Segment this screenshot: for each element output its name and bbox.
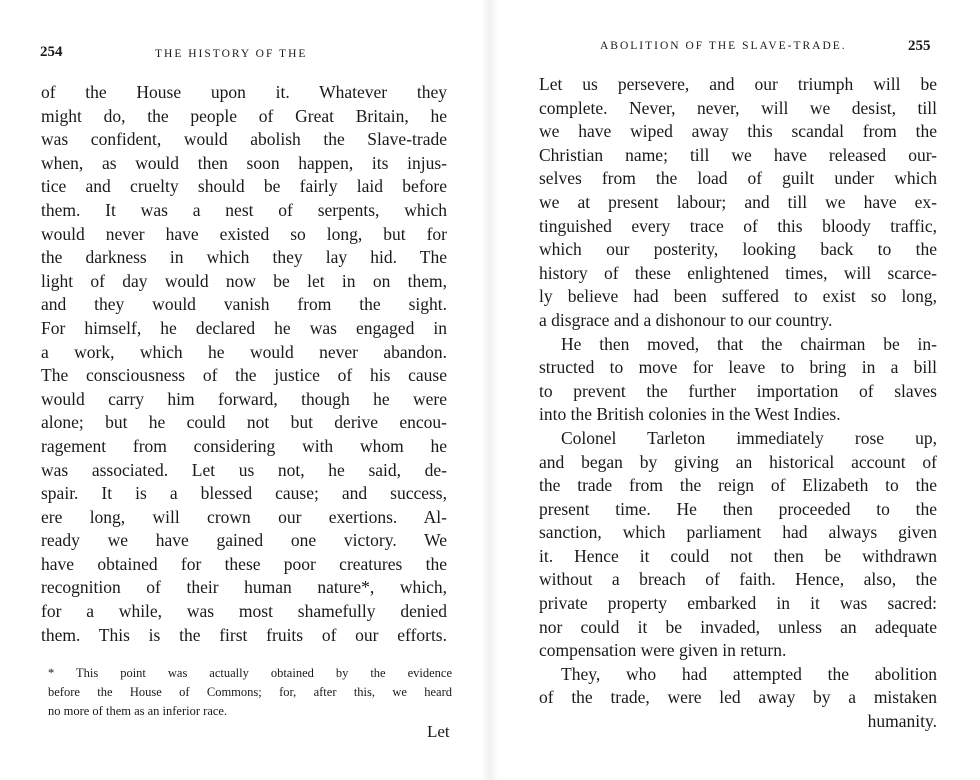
- text-line: history of these enlightened times, will scarce-: [539, 262, 937, 283]
- body-text: [41, 81, 447, 647]
- text-line: recognition of their human nature*, which,: [41, 577, 447, 598]
- page-number: 255: [908, 38, 931, 54]
- text-line: selves from the load of guilt under which: [539, 168, 937, 189]
- text-line: which our posterity, looking back to the: [539, 239, 937, 260]
- text-line: into the British colonies in the West Indies.: [539, 404, 841, 425]
- text-line: was confident, would abolish the Slave-trade: [41, 129, 447, 150]
- text-line: a disgrace and a dishonour to our country.: [539, 309, 833, 330]
- text-line: was associated. Let us not, he said, de-: [41, 459, 447, 480]
- text-line: tinguished every trace of this bloody traffic,: [539, 215, 937, 236]
- footnote-line: before the House of Commons; for, after this, we heard: [48, 685, 452, 699]
- footnote-line: no more of them as an inferior race.: [48, 704, 228, 718]
- body-text: [539, 73, 937, 734]
- text-line: present time. He then proceeded to the: [539, 498, 937, 519]
- running-head: THE HISTORY OF THE: [155, 48, 308, 60]
- text-line: ready we have gained one victory. We: [41, 530, 447, 551]
- page-number: 254: [40, 44, 63, 60]
- text-line: ly believe had been suffered to exist so long,: [539, 286, 937, 307]
- text-line: have obtained for these poor creatures the: [41, 553, 447, 574]
- footnote-line: * This point was actually obtained by the evidence: [48, 666, 452, 680]
- text-line: They, who had attempted the abolition: [561, 663, 937, 684]
- text-line: to prevent the further importation of slaves: [539, 380, 937, 401]
- text-line: for a while, was most shamefully denied: [41, 601, 447, 622]
- text-line: it. Hence it could not then be withdrawn: [539, 545, 937, 566]
- text-line: tice and cruelty should be fairly laid before: [41, 176, 447, 197]
- running-head: ABOLITION OF THE SLAVE-TRADE.: [600, 40, 847, 52]
- book-gutter: [482, 0, 498, 780]
- text-line: private property embarked in it was sacred:: [539, 593, 937, 614]
- text-line: humanity.: [867, 711, 937, 732]
- text-line: For himself, he declared he was engaged in: [41, 317, 447, 338]
- text-line: them. It was a nest of serpents, which: [41, 199, 447, 220]
- text-line: when, as would then soon happen, its injus-: [41, 152, 447, 173]
- footnote: [48, 664, 452, 721]
- text-line: He then moved, that the chairman be in-: [561, 333, 937, 354]
- text-line: complete. Never, never, will we desist, till: [539, 97, 937, 118]
- text-line: and they would vanish from the sight.: [41, 294, 447, 315]
- left-page: [0, 0, 470, 780]
- text-line: we at present labour; and till we have ex-: [539, 191, 937, 212]
- text-line: ere long, will crown our exertions. Al-: [41, 506, 447, 527]
- text-line: Colonel Tarleton immediately rose up,: [561, 427, 937, 448]
- text-line: and began by giving an historical account of: [539, 451, 937, 472]
- text-line: Christian name; till we have released our-: [539, 144, 937, 165]
- text-line: without a breach of faith. Hence, also, the: [539, 569, 937, 590]
- text-line: nor could it be invaded, unless an adequate: [539, 616, 937, 637]
- text-line: them. This is the first fruits of our efforts.: [41, 624, 447, 645]
- text-line: might do, the people of Great Britain, he: [41, 105, 447, 126]
- text-line: spair. It is a blessed cause; and success,: [41, 483, 447, 504]
- text-line: the darkness in which they lay hid. The: [41, 247, 447, 268]
- text-line: of the House upon it. Whatever they: [41, 82, 447, 102]
- text-line: light of day would now be let in on them,: [41, 270, 447, 291]
- right-page: [500, 0, 980, 780]
- catchword: Let: [427, 722, 450, 741]
- text-line: alone; but he could not but derive encou-: [41, 412, 447, 433]
- text-line: The consciousness of the justice of his cause: [41, 365, 447, 386]
- text-line: would carry him forward, though he were: [41, 388, 447, 409]
- text-line: would never have existed so long, but for: [41, 223, 447, 244]
- text-line: compensation were given in return.: [539, 640, 787, 661]
- text-line: sanction, which parliament had always given: [539, 522, 937, 543]
- text-line: a work, which he would never abandon.: [41, 341, 447, 362]
- text-line: we have wiped away this scandal from the: [539, 121, 937, 142]
- text-line: of the trade, were led away by a mistaken: [539, 687, 937, 708]
- text-line: structed to move for leave to bring in a bill: [539, 357, 937, 378]
- text-line: ragement from considering with whom he: [41, 435, 447, 456]
- text-line: Let us persevere, and our triumph will be: [539, 74, 937, 94]
- text-line: the trade from the reign of Elizabeth to the: [539, 475, 937, 496]
